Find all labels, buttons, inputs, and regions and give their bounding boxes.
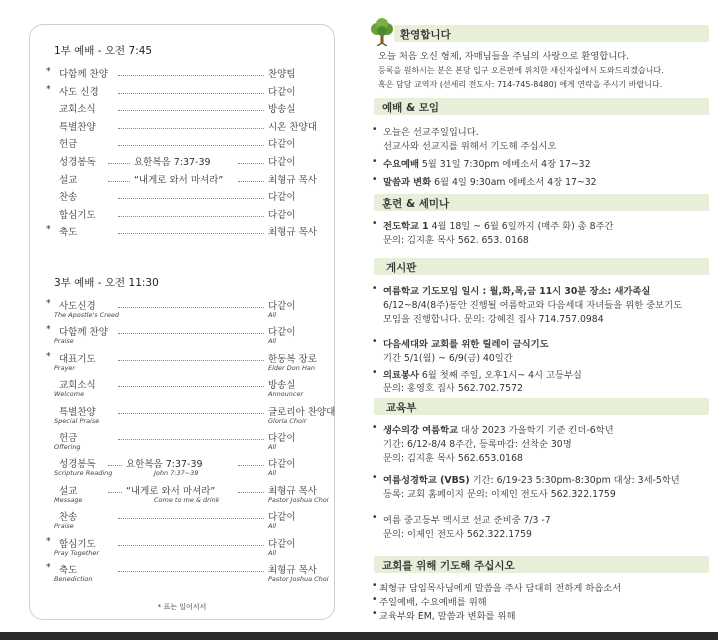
program-item-leader: 글로리아 찬양대 xyxy=(268,406,336,418)
summer-school-detail: 대상 2023 가을학기 기준 킨더-6학년 xyxy=(458,425,614,436)
dot-leader xyxy=(108,465,122,466)
program-item-english: Message xyxy=(54,495,83,504)
welcome-line-1: 오늘 처음 오신 형제, 자매님들을 주님의 사랑으로 환영합니다. xyxy=(378,51,630,62)
dot-leader xyxy=(118,198,264,199)
program-leader-english: Announcer xyxy=(268,390,304,399)
program-item-leader: 방송실 xyxy=(268,380,296,392)
bullet-icon: • xyxy=(372,336,378,347)
program-item-reference: “내게로 와서 마셔라” xyxy=(134,174,224,186)
program-row xyxy=(46,483,332,504)
program-item-name: 성경봉독 xyxy=(59,459,96,471)
standing-marker: * xyxy=(46,298,51,309)
program-item-name: 합심기도 xyxy=(59,209,96,221)
welcome-line-2: 등록을 원하시는 분은 본당 입구 오른편에 위치한 새신자실에서 도와드리겠습니다. xyxy=(378,66,664,75)
bullet-icon: • xyxy=(372,594,378,605)
program-item-name: 대표기도 xyxy=(59,353,96,365)
word-and-change-label: 말씀과 변화 xyxy=(383,177,432,188)
education-title: 교육부 xyxy=(386,402,417,414)
program-item-leader: 다같이 xyxy=(268,157,296,168)
bullet-icon: • xyxy=(372,283,378,294)
program-item-english: Praise xyxy=(54,337,74,346)
program-leader-english: All xyxy=(268,443,277,451)
evangelism-school-contact: 문의: 김지훈 목사 562. 653. 0168 xyxy=(383,235,529,246)
dot-leader xyxy=(118,439,264,440)
program-item-english: Special Praise xyxy=(54,416,100,425)
dot-leader xyxy=(118,333,264,334)
summer-school-contact: 문의: 김지훈 목사 562.653.0168 xyxy=(383,453,523,464)
program-item-english: Pray Together xyxy=(54,548,100,557)
bullet-icon: • xyxy=(372,512,378,523)
program-item-leader: 찬양팀 xyxy=(268,69,296,80)
program-item-name: 다함께 찬양 xyxy=(59,327,108,339)
dot-leader xyxy=(108,492,122,493)
standing-marker: * xyxy=(46,224,51,236)
dot-leader xyxy=(108,181,130,182)
summer-prayer-title: 여름학교 기도모임 일시 : 월,화,목,금 11시 30분 장소: 새가족실 xyxy=(383,286,651,297)
program-row xyxy=(46,430,332,451)
prayer-item: 주일예배, 수요예배를 위해 xyxy=(379,597,487,608)
prayer-title: 교회를 위해 기도해 주십시오 xyxy=(382,560,515,572)
program-item-leader: 최형규 목사 xyxy=(268,565,317,576)
welcome-title: 환영합니다 xyxy=(400,29,451,41)
vbs-registration: 등록: 교회 홈페이지 문의: 이제인 전도사 562.322.1759 xyxy=(383,489,616,500)
program-item-english: Offering xyxy=(54,443,81,451)
program-row xyxy=(46,377,332,399)
standing-marker: * xyxy=(46,83,51,95)
standing-footnote: * 표는 일어서서 xyxy=(157,603,207,611)
program-row xyxy=(46,224,332,237)
bullet-icon: • xyxy=(372,218,378,229)
dot-leader xyxy=(238,465,264,466)
dot-leader xyxy=(118,145,264,146)
program-item-name: 설교 xyxy=(59,174,78,186)
program-row xyxy=(46,562,332,583)
dot-leader xyxy=(118,216,264,217)
program-leader-english: Elder Don Han xyxy=(268,363,315,372)
summer-prayer-line-1 xyxy=(383,283,650,297)
dot-leader xyxy=(108,163,130,164)
program-item-leader: 다같이 xyxy=(268,86,296,98)
program-item-leader: 다같이 xyxy=(268,301,296,312)
evangelism-school-label: 전도학교 1 xyxy=(383,221,429,232)
program-item-leader: 다같이 xyxy=(268,433,296,444)
program-item-name: 교회소식 xyxy=(59,380,96,392)
bullet-icon: • xyxy=(372,472,378,483)
dot-leader xyxy=(118,233,264,234)
summer-school-period: 기간: 6/12-8/4 8주간, 등록마감: 선착순 30명 xyxy=(383,439,572,450)
mission-sunday-line: 오늘은 선교주일입니다. xyxy=(383,127,479,138)
program-item-name: 교회소식 xyxy=(59,104,96,116)
wednesday-service-detail: 5월 31일 7:30pm 에베소서 4장 17~32 xyxy=(418,159,591,170)
dot-leader xyxy=(118,93,264,94)
summer-prayer-line-3: 모임을 진행합니다. 문의: 강혜진 집사 714.757.0984 xyxy=(383,314,604,325)
prayer-item: 교육부와 EM, 말씀과 변화를 위해 xyxy=(379,611,516,622)
order-of-worship-card xyxy=(29,24,335,620)
program-item-name: 설교 xyxy=(59,485,78,497)
dot-leader xyxy=(118,518,264,519)
program-item-name: 헌금 xyxy=(59,433,78,444)
education-header-bar xyxy=(374,398,709,415)
dot-leader xyxy=(238,492,264,493)
dot-leader xyxy=(118,386,264,387)
program-item-name: 축도 xyxy=(59,227,78,239)
program-item-name: 합심기도 xyxy=(59,538,96,550)
relay-fasting-line-2: 기간 5/1(월) ~ 6/9(금) 40일간 xyxy=(383,353,513,364)
dot-leader xyxy=(238,163,264,164)
medical-service-line xyxy=(383,367,582,381)
board-header-bar xyxy=(374,258,709,275)
program-reference-english: John 7:37~39 xyxy=(154,469,199,478)
program-row xyxy=(46,509,332,531)
program-item-name: 사도신경 xyxy=(59,301,96,312)
program-leader-english: All xyxy=(268,522,277,531)
program-leader-english: All xyxy=(268,469,277,478)
program-item-name: 다함께 찬양 xyxy=(59,69,108,80)
program-leader-english: All xyxy=(268,548,277,557)
program-item-name: 특별찬양 xyxy=(59,121,96,133)
bullet-icon: • xyxy=(372,580,378,591)
standing-marker: * xyxy=(46,562,51,573)
program-item-leader: 한동복 장로 xyxy=(268,353,317,365)
program-item-name: 사도 신경 xyxy=(59,86,99,98)
program-item-leader: 최형규 목사 xyxy=(268,485,317,497)
dot-leader xyxy=(118,413,264,414)
summer-school-label: 생수의강 여름학교 xyxy=(383,425,459,436)
relay-fasting-line-1 xyxy=(383,336,549,350)
program-item-leader: 다같이 xyxy=(268,192,296,204)
bottom-bar xyxy=(0,632,718,640)
bullet-icon: • xyxy=(372,367,378,378)
program-item-leader: 시온 찬양대 xyxy=(268,121,317,133)
medical-service-contact: 문의: 홍영호 집사 562.702.7572 xyxy=(383,383,523,394)
standing-marker: * xyxy=(46,66,51,77)
tree-icon xyxy=(369,18,395,46)
program-row xyxy=(46,404,336,425)
program-row xyxy=(46,136,332,149)
program-item-leader: 다같이 xyxy=(268,512,296,524)
service3-title: 3부 예배 - 오전 11:30 xyxy=(54,277,159,289)
vbs-line xyxy=(383,472,680,486)
program-item-leader: 다같이 xyxy=(268,139,296,151)
standing-marker: * xyxy=(46,535,51,547)
program-item-english: Scripture Reading xyxy=(54,469,113,478)
bullet-icon: • xyxy=(372,422,378,433)
program-item-english: Welcome xyxy=(54,390,85,399)
program-item-name: 성경봉독 xyxy=(59,157,96,168)
program-leader-english: Pastor Joshua Choi xyxy=(268,495,329,504)
dot-leader xyxy=(118,128,264,129)
program-item-leader: 다같이 xyxy=(268,459,296,471)
training-title: 훈련 & 세미나 xyxy=(382,198,450,210)
welcome-line-3: 혹은 담당 교역자 (선세리 전도사: 714-745-8480) 에게 연락을 주시기 바랍니다. xyxy=(378,80,663,89)
service1-title: 1부 예배 - 오전 7:45 xyxy=(54,45,153,57)
program-row xyxy=(46,535,332,557)
program-item-reference: “내게로 와서 마셔라” xyxy=(126,485,216,497)
program-item-name: 찬송 xyxy=(59,512,78,524)
mexico-mission-contact: 문의: 이제인 전도사 562.322.1759 xyxy=(383,529,532,540)
mexico-mission-line: 여름 중고등부 멕시코 선교 준비중 7/3 -7 xyxy=(383,515,551,526)
program-item-leader: 최형규 목사 xyxy=(268,174,317,186)
program-row xyxy=(46,456,332,478)
medical-service-label: 의료봉사 xyxy=(383,370,419,381)
program-item-leader: 최형규 목사 xyxy=(268,227,317,239)
dot-leader xyxy=(118,307,264,308)
medical-service-detail: 6월 첫째 주일, 오후1시~ 4시 고등부실 xyxy=(418,370,582,381)
wednesday-service-line xyxy=(383,156,590,170)
program-row xyxy=(46,154,332,167)
program-row xyxy=(46,298,332,319)
dot-leader xyxy=(118,110,264,111)
program-leader-english: All xyxy=(268,311,277,319)
dot-leader xyxy=(118,360,264,361)
word-and-change-line xyxy=(383,174,597,188)
program-row xyxy=(46,66,332,79)
dot-leader xyxy=(118,571,264,572)
bullet-icon: • xyxy=(372,608,378,619)
program-row xyxy=(46,84,332,97)
dot-leader xyxy=(118,75,264,76)
program-item-english: Praise xyxy=(54,522,74,531)
program-item-name: 축도 xyxy=(59,565,78,576)
vbs-label: 여름성경학교 (VBS) xyxy=(383,475,470,486)
program-row xyxy=(46,350,332,372)
program-row xyxy=(46,172,332,185)
standing-marker: * xyxy=(46,350,51,362)
program-item-leader: 방송실 xyxy=(268,104,296,116)
program-reference-english: Come to me & drink xyxy=(154,495,220,504)
dot-leader xyxy=(238,181,264,182)
vbs-detail: 기간: 6/19-23 5:30pm-8:30pm 대상: 3세-5학년 xyxy=(469,475,680,486)
program-item-name: 특별찬양 xyxy=(59,406,96,418)
relay-fasting-title: 다음세대와 교회를 위한 릴레이 금식기도 xyxy=(383,339,549,350)
program-item-name: 헌금 xyxy=(59,139,78,151)
wednesday-service-label: 수요예배 xyxy=(383,159,419,170)
program-row xyxy=(46,101,332,114)
program-item-leader: 다같이 xyxy=(268,538,296,550)
program-item-english: Prayer xyxy=(54,363,76,372)
summer-school-line xyxy=(383,422,614,436)
bullet-icon: • xyxy=(372,156,378,167)
bullet-icon: • xyxy=(372,174,378,185)
program-row xyxy=(46,324,332,346)
program-row xyxy=(46,189,332,202)
program-leader-english: Pastor Joshua Choi xyxy=(268,575,329,583)
program-leader-english: All xyxy=(268,337,277,346)
program-leader-english: Gloria Choir xyxy=(268,416,307,425)
summer-prayer-line-2: 6/12~8/4(8주)동안 진행될 여름학교와 다음세대 자녀들을 위한 중보기도 xyxy=(383,300,683,311)
bullet-icon: • xyxy=(372,124,378,135)
program-row xyxy=(46,119,332,132)
program-item-english: Benediction xyxy=(54,575,93,583)
mission-prayer-line: 선교사와 선교지를 위해서 기도해 주십시오 xyxy=(383,141,557,152)
program-item-leader: 다같이 xyxy=(268,209,296,221)
board-title: 게시판 xyxy=(386,262,417,274)
program-item-reference: 요한복음 7:37-39 xyxy=(134,157,211,168)
word-and-change-detail: 6월 4일 9:30am 에베소서 4장 17~32 xyxy=(431,177,597,188)
program-item-reference: 요한복음 7:37-39 xyxy=(126,459,203,471)
prayer-item: 최형규 담임목사님에게 말씀을 주사 담대히 전하게 하옵소서 xyxy=(379,583,622,594)
program-row xyxy=(46,207,332,220)
standing-marker: * xyxy=(46,324,51,336)
program-item-name: 찬송 xyxy=(59,192,78,204)
worship-title: 예배 & 모임 xyxy=(382,102,440,114)
program-item-english: The Apostle's Creed xyxy=(54,311,120,319)
evangelism-school-detail: 4월 18일 ~ 6월 6일까지 (매주 화) 총 8주간 xyxy=(428,221,614,232)
program-item-leader: 다같이 xyxy=(268,327,296,339)
dot-leader xyxy=(118,545,264,546)
evangelism-school-line xyxy=(383,218,614,232)
